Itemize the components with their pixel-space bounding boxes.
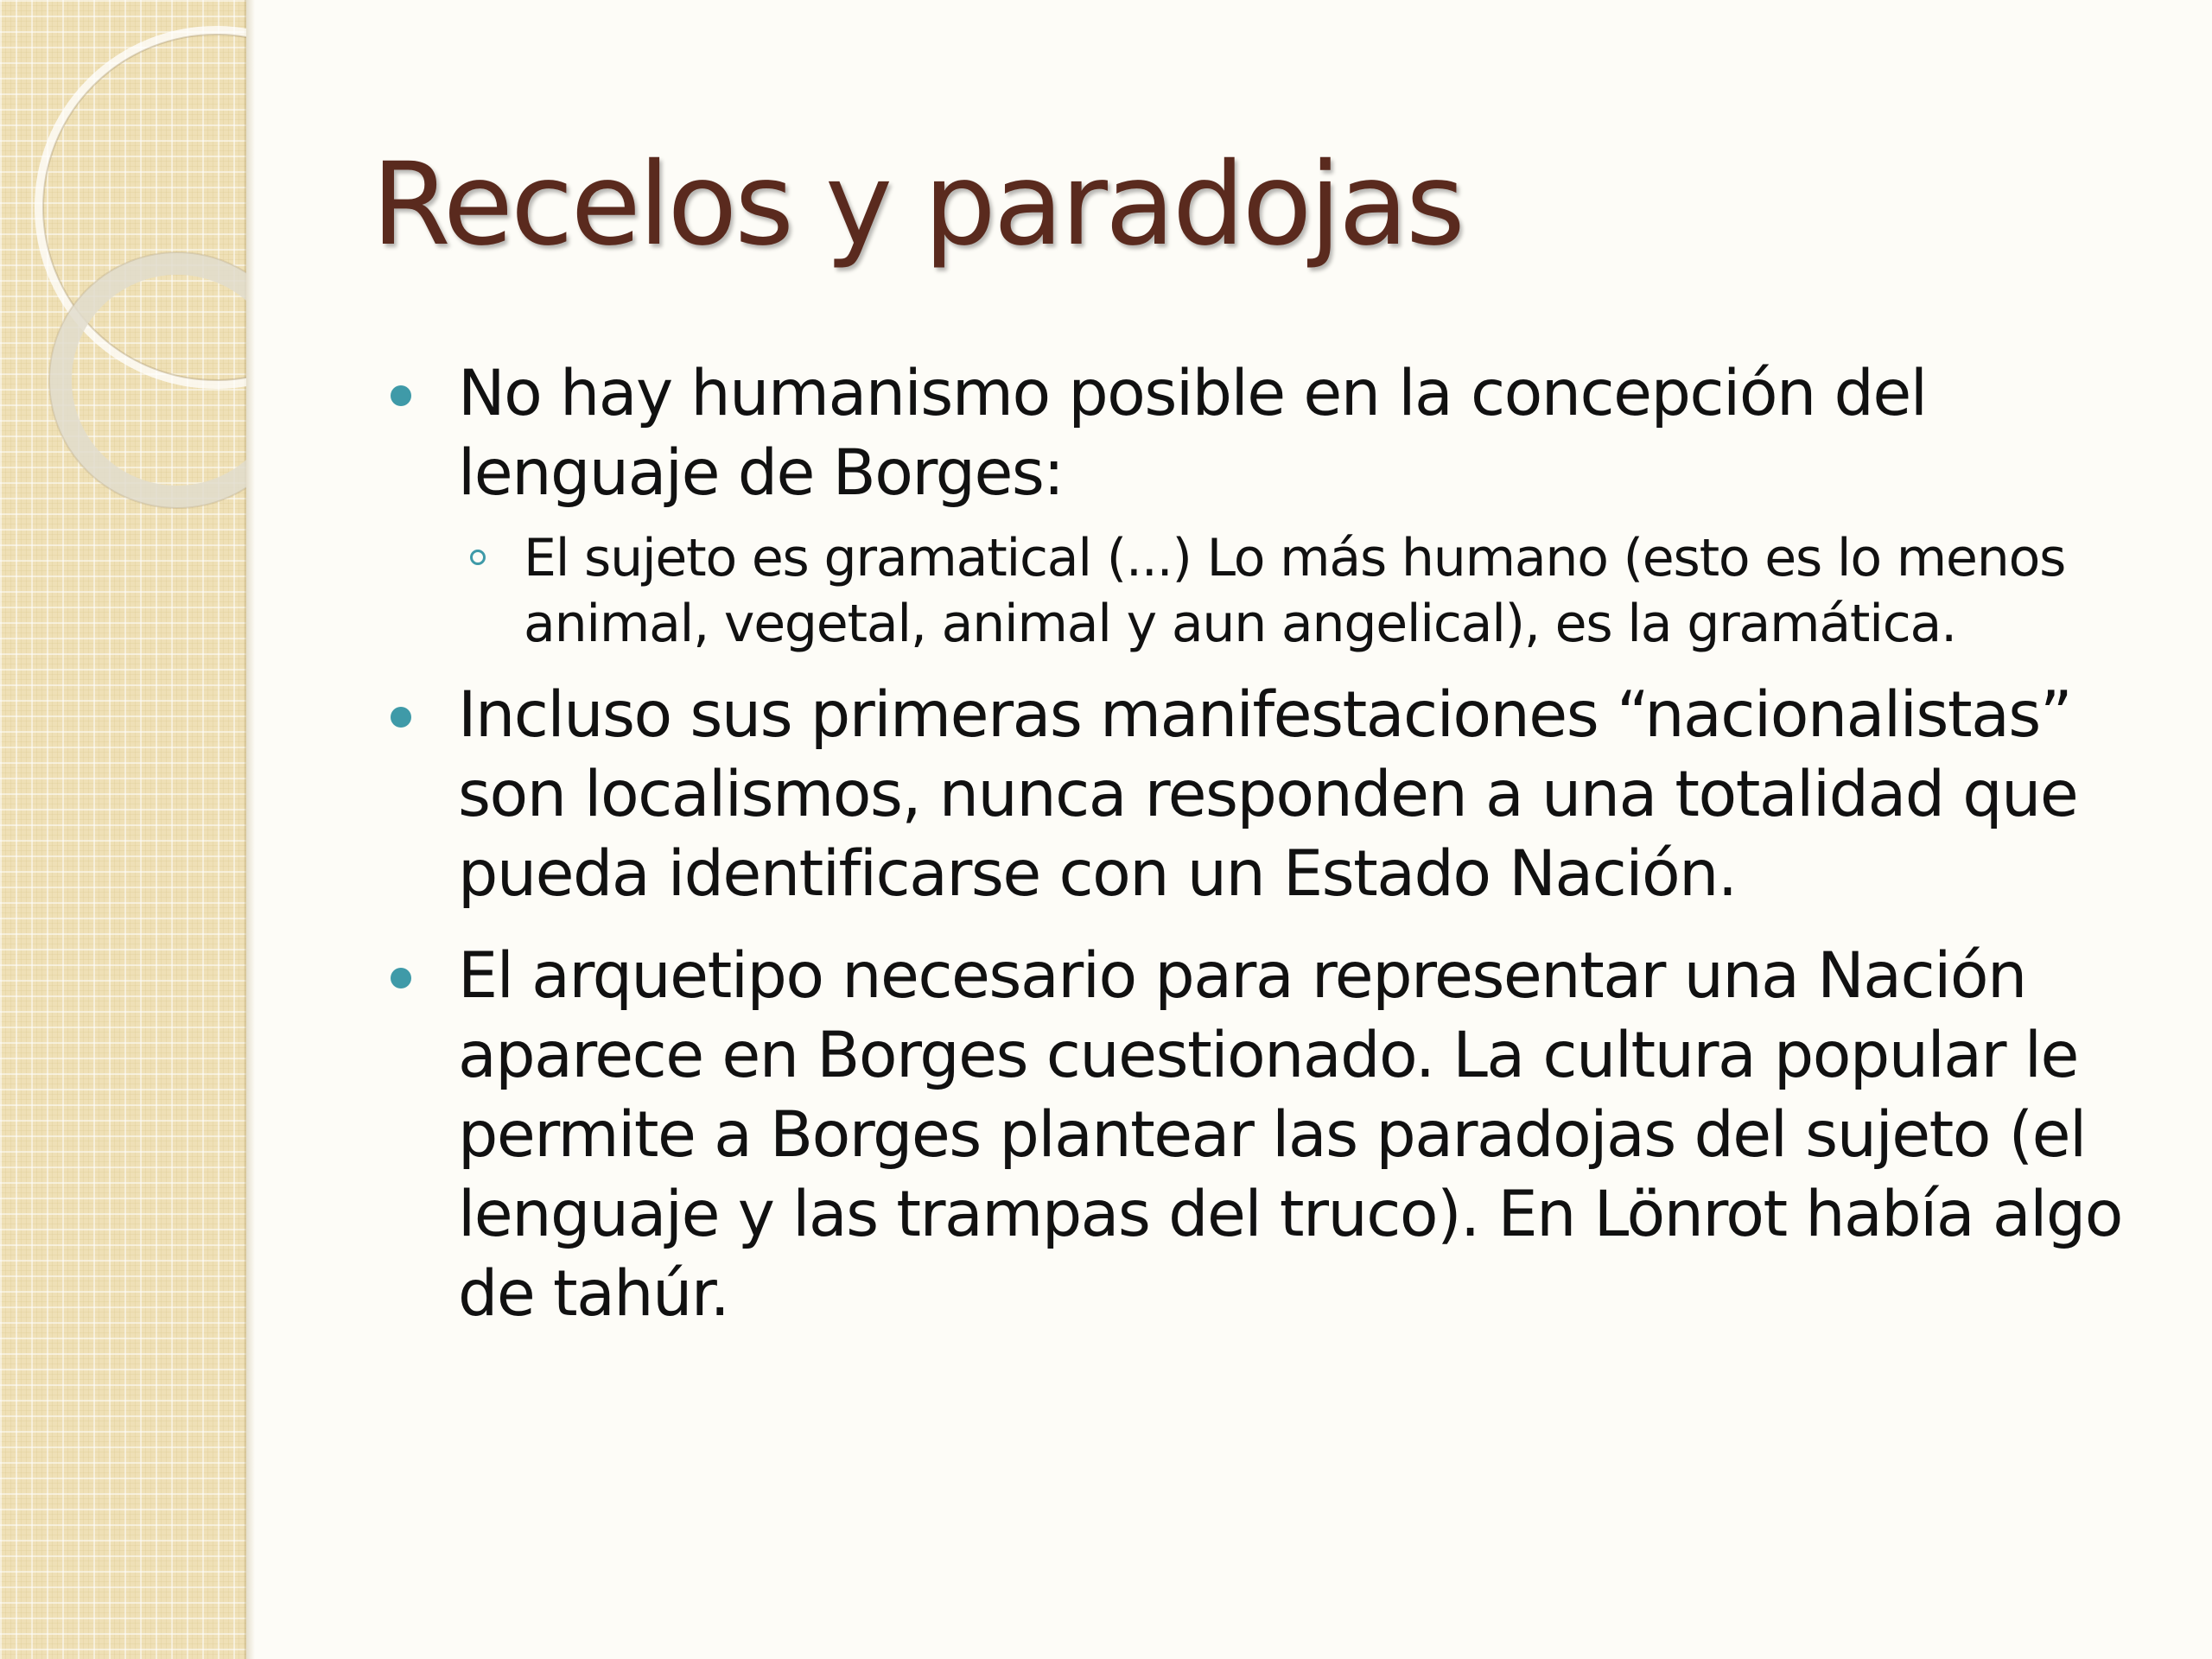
- sub-bullet-item: [524, 525, 2169, 657]
- bullet-text: El arquetipo necesario para representar una Nación aparece en Borges cuestionado. La cultura popular le permite a Borges plantear las paradojas del sujeto (el lenguaje y las trampas del truco). En Lönrot había algo de tahúr.: [458, 939, 2122, 1331]
- bullet-dot-icon: [391, 385, 411, 406]
- bullet-dot-icon: [391, 707, 411, 728]
- sub-bullet-ring-icon: [470, 550, 486, 565]
- bullet-text: No hay humanismo posible en la concepción del lenguaje de Borges:: [458, 357, 1927, 510]
- bullet-item: [458, 937, 2169, 1334]
- bullet-item: [458, 676, 2169, 914]
- bullet-dot-icon: [391, 968, 411, 988]
- decorative-rings-icon: [0, 0, 246, 605]
- bullet-item: [458, 354, 2169, 513]
- slide-content: [458, 354, 2169, 1334]
- bullet-text: Incluso sus primeras manifestaciones “nacionalistas” son localismos, nunca responden a una totalidad que pueda identificarse con un Estado Nación.: [458, 678, 2078, 911]
- slide-title: Recelos y paradojas: [372, 138, 1463, 271]
- sub-bullet-text: El sujeto es gramatical (...) Lo más humano (esto es lo menos animal, vegetal, animal y aun angelical), es la gramática.: [524, 528, 2066, 654]
